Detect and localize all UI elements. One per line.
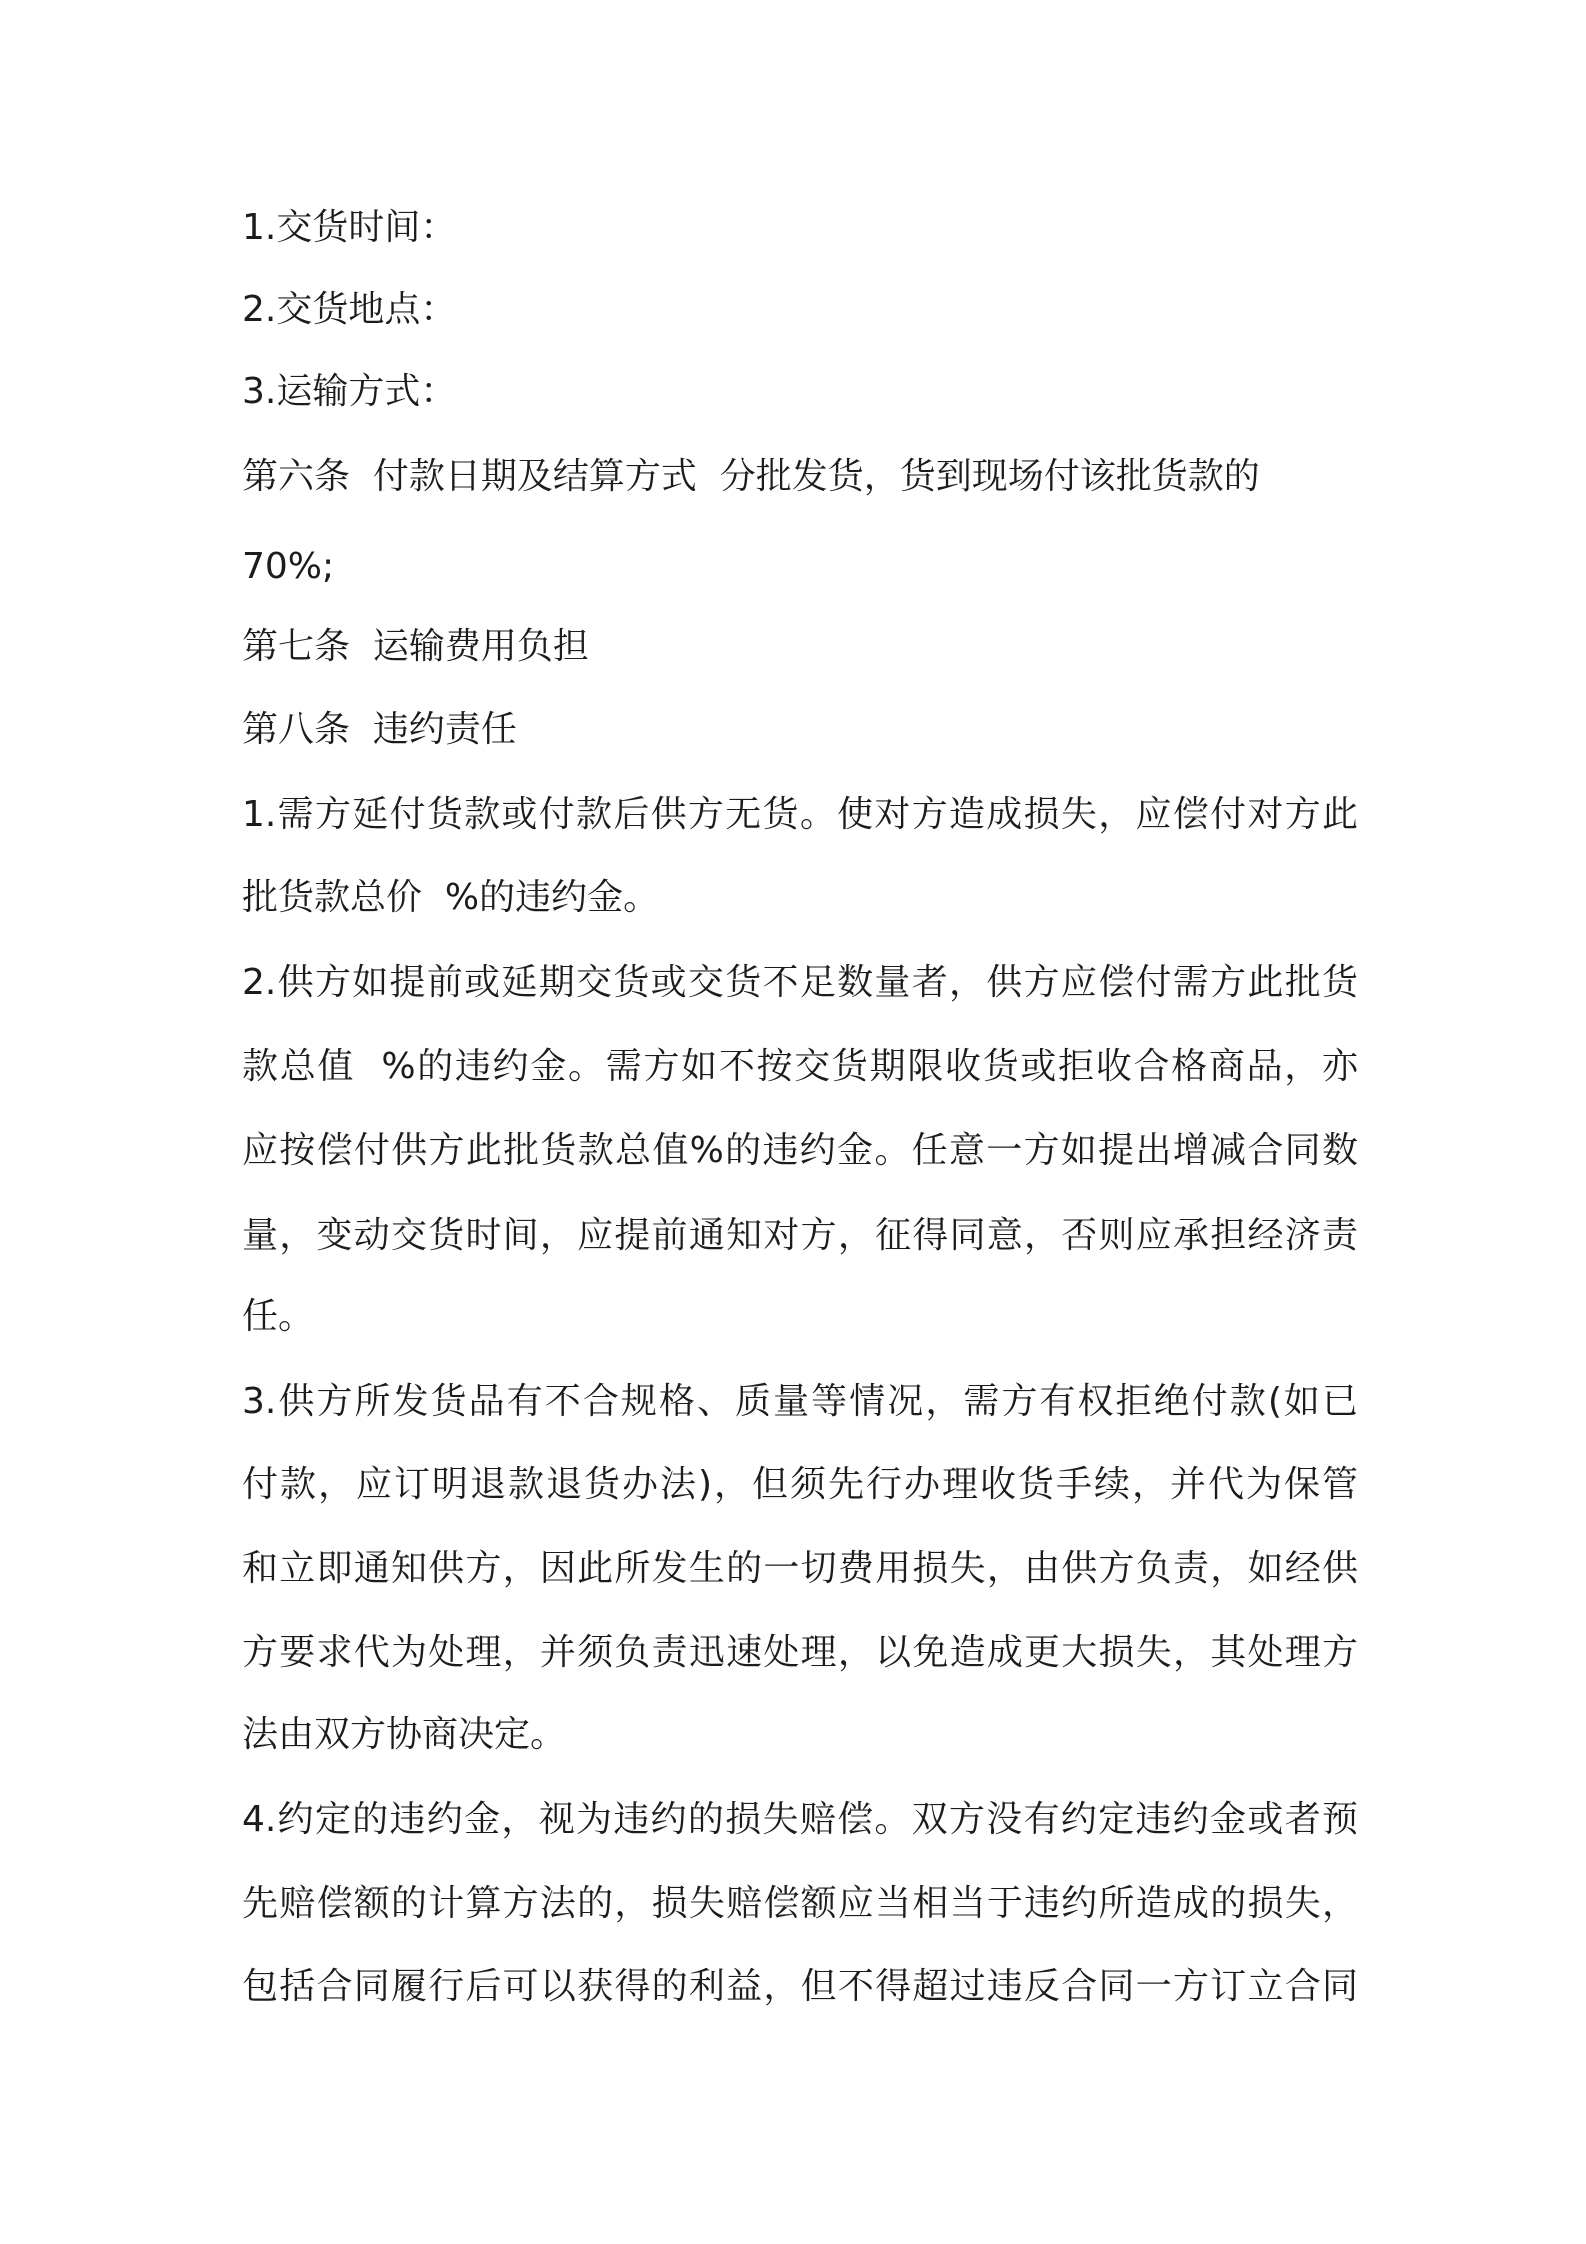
clause-8-item-3-line: 方要求代为处理，并须负责迅速处理，以免造成更大损失，其处理方 bbox=[242, 1632, 1358, 1673]
clause-8-item-1-line: 批货款总价 %的违约金。 bbox=[242, 877, 660, 918]
delivery-time-item: 1.交货时间： bbox=[242, 207, 457, 248]
clause-8-item-2-line: 任。 bbox=[242, 1296, 315, 1337]
clause-8-item-4-line: 包括合同履行后可以获得的利益，但不得超过违反合同一方订立合同 bbox=[242, 1966, 1358, 2007]
delivery-location-item: 2.交货地点： bbox=[242, 289, 457, 330]
clause-8-item-2-line: 应按偿付供方此批货款总值%的违约金。任意一方如提出增减合同数 bbox=[242, 1130, 1358, 1171]
clause-8-item-2-line: 量，变动交货时间，应提前通知对方，征得同意，否则应承担经济责 bbox=[242, 1215, 1358, 1256]
clause-8-item-3-line: 法由双方协商决定。 bbox=[242, 1714, 567, 1755]
clause-6-heading: 第六条 付款日期及结算方式 分批发货，货到现场付该批货款的 bbox=[242, 456, 1260, 497]
clause-8-item-2-line: 款总值 %的违约金。需方如不按交货期限收货或拒收合格商品，亦 bbox=[242, 1046, 1358, 1087]
transport-method-item: 3.运输方式： bbox=[242, 371, 457, 412]
clause-8-item-3-line: 3.供方所发货品有不合规格、质量等情况，需方有权拒绝付款(如已 bbox=[242, 1381, 1358, 1422]
clause-8-item-2-line: 2.供方如提前或延期交货或交货不足数量者，供方应偿付需方此批货 bbox=[242, 962, 1358, 1003]
clause-8-heading: 第八条 违约责任 bbox=[242, 709, 517, 750]
clause-8-item-4-line: 4.约定的违约金，视为违约的损失赔偿。双方没有约定违约金或者预 bbox=[242, 1799, 1358, 1840]
clause-8-item-3-line: 付款，应订明退款退货办法)，但须先行办理收货手续，并代为保管 bbox=[242, 1464, 1358, 1505]
clause-6-text-line: 70%; bbox=[242, 546, 335, 587]
clause-7-heading: 第七条 运输费用负担 bbox=[242, 626, 589, 667]
clause-8-item-4-line: 先赔偿额的计算方法的，损失赔偿额应当相当于违约所造成的损失， bbox=[242, 1883, 1358, 1924]
clause-8-item-1-line: 1.需方延付货款或付款后供方无货。使对方造成损失，应偿付对方此 bbox=[242, 794, 1358, 835]
clause-8-item-3-line: 和立即通知供方，因此所发生的一切费用损失，由供方负责，如经供 bbox=[242, 1548, 1358, 1589]
